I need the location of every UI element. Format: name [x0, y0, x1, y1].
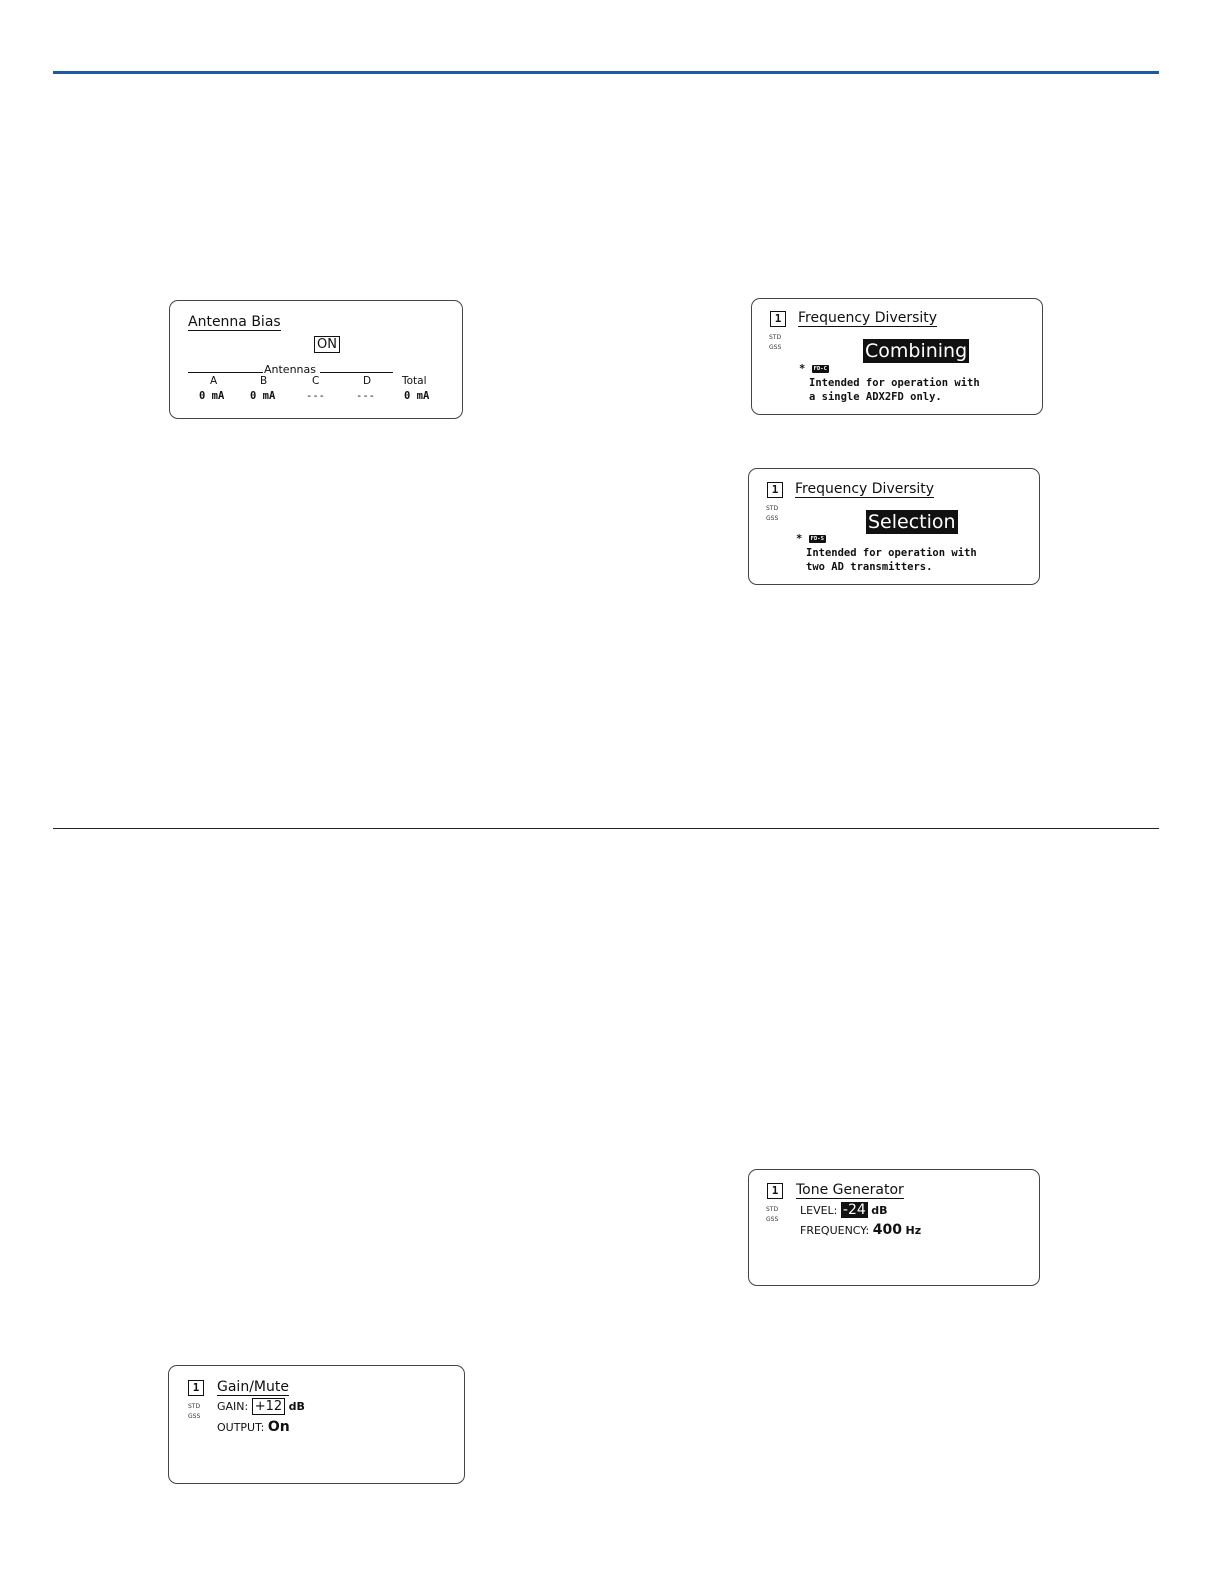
output-label: OUTPUT:: [217, 1421, 265, 1434]
frequency-row: [800, 1223, 921, 1238]
col-header-d: D: [363, 375, 372, 387]
col-header-c: C: [312, 375, 320, 387]
fd-note-line2: a single ADX2FD only.: [809, 391, 942, 403]
antennas-group-label: Antennas: [264, 363, 316, 376]
tag-gss: GSS: [769, 344, 782, 351]
value-b: 0 mA: [250, 390, 276, 402]
frequency-value[interactable]: 400: [872, 1222, 902, 1238]
frequency-label: FREQUENCY:: [800, 1224, 870, 1237]
fd-combining-title: Frequency Diversity: [798, 310, 938, 326]
level-label: LEVEL:: [800, 1204, 838, 1217]
gain-value[interactable]: +12: [252, 1398, 285, 1415]
gain-unit: dB: [288, 1400, 305, 1413]
gain-row: [217, 1400, 305, 1414]
channel-indicator: 1: [188, 1380, 204, 1396]
tag-gss: GSS: [766, 515, 779, 522]
col-header-a: A: [210, 375, 218, 387]
antennas-group-line-right: [320, 372, 393, 373]
fd-note-marker: [796, 532, 826, 546]
antenna-bias-title: Antenna Bias: [188, 314, 281, 330]
channel-indicator: 1: [767, 1183, 783, 1199]
fd-mode-combining[interactable]: Combining: [865, 340, 968, 362]
output-row: [217, 1420, 290, 1435]
tag-gss: GSS: [188, 1413, 201, 1420]
fd-note-line1: Intended for operation with: [809, 377, 980, 389]
channel-indicator: 1: [770, 311, 786, 327]
fd-c-badge: FD-C: [813, 366, 827, 372]
antenna-bias-state[interactable]: ON: [314, 336, 340, 353]
gain-mute-screen: [168, 1365, 465, 1484]
gain-mute-title: Gain/Mute: [217, 1379, 289, 1395]
level-value[interactable]: -24: [842, 1202, 866, 1218]
level-unit: dB: [871, 1204, 888, 1217]
tag-std: STD: [766, 1206, 779, 1213]
level-row: [800, 1203, 888, 1218]
value-c: ---: [306, 390, 325, 402]
fd-mode-selection[interactable]: Selection: [868, 511, 956, 533]
frequency-unit: Hz: [905, 1224, 922, 1237]
fd-combining-screen: [751, 298, 1043, 415]
antennas-group-line-left: [188, 372, 263, 373]
output-value[interactable]: On: [267, 1419, 290, 1435]
antenna-bias-screen: [169, 300, 463, 419]
fd-s-badge: FD-S: [810, 536, 824, 542]
gain-label: GAIN:: [217, 1400, 249, 1413]
tag-gss: GSS: [766, 1216, 779, 1223]
fd-note-line2: two AD transmitters.: [806, 561, 933, 573]
tone-generator-title: Tone Generator: [796, 1182, 904, 1198]
col-header-b: B: [260, 375, 268, 387]
tag-std: STD: [188, 1403, 201, 1410]
tone-generator-screen: [748, 1169, 1040, 1286]
tag-std: STD: [766, 505, 779, 512]
asterisk: *: [799, 363, 806, 375]
asterisk: *: [796, 533, 803, 545]
channel-indicator: 1: [767, 482, 783, 498]
fd-selection-title: Frequency Diversity: [795, 481, 935, 497]
value-d: ---: [356, 390, 375, 402]
col-header-total: Total: [402, 375, 427, 387]
header-rule: [53, 71, 1159, 74]
fd-note-line1: Intended for operation with: [806, 547, 977, 559]
value-total: 0 mA: [404, 390, 430, 402]
fd-note-marker: [799, 362, 829, 376]
section-divider: [53, 828, 1159, 829]
value-a: 0 mA: [199, 390, 225, 402]
fd-selection-screen: [748, 468, 1040, 585]
tag-std: STD: [769, 334, 782, 341]
